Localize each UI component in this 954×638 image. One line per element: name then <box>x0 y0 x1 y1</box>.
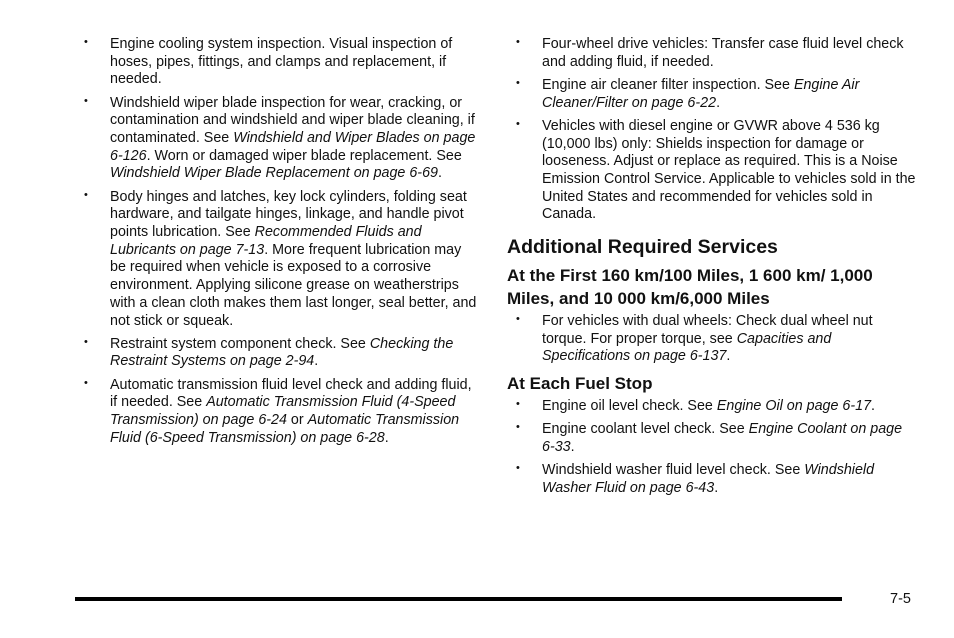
list-item <box>516 313 917 366</box>
list-item-text: Engine oil level check. See <box>542 398 717 415</box>
list-item-text: . <box>384 429 389 446</box>
list-item-text: . <box>716 94 721 111</box>
section-heading: Additional Required Services <box>507 236 778 259</box>
list-item <box>516 421 917 456</box>
list-item <box>84 377 480 448</box>
list-item-text: Windshield wiper blade inspection for wear, cracking, or contamination and windshield and wiper blade cleaning, if contaminated. See <box>110 94 475 147</box>
list-item-text: . More frequent lubrication may be required when vehicle is exposed to a corrosive environment. Applying silicone grease on weatherstrips with a clean cloth makes them last longer, seal better, and not stick or squeak. <box>110 241 477 329</box>
bullet-icon: • <box>84 376 88 389</box>
list-item <box>516 77 917 112</box>
list-item-text: Engine coolant level check. See <box>542 421 749 438</box>
cross-reference-text: Windshield Wiper Blade Replacement on page 6-69 <box>110 165 438 182</box>
list-item-text: . <box>314 353 319 370</box>
list-item-text: For vehicles with dual wheels: Check dual wheel nut torque. For proper torque, see <box>542 313 873 347</box>
cross-reference-text: Capacities and Specifications on page 6-137 <box>542 330 832 365</box>
fuel-stop-bullet-list <box>507 398 917 498</box>
bullet-icon: • <box>84 94 88 107</box>
first-service-bullet-list <box>507 313 917 366</box>
bullet-icon: • <box>84 188 88 201</box>
bullet-icon: • <box>516 313 520 326</box>
right-column <box>507 36 917 503</box>
list-item-text: Windshield washer fluid level check. See <box>542 462 805 479</box>
bullet-icon: • <box>516 76 520 89</box>
bullet-icon: • <box>84 36 88 48</box>
cross-reference-text: Windshield Washer Fluid on page 6-43 <box>542 462 875 496</box>
list-item-text: Engine air cleaner filter inspection. See <box>542 76 794 93</box>
bullet-icon: • <box>516 117 520 130</box>
bullet-icon: • <box>516 36 520 48</box>
cross-reference-text: Windshield and Wiper Blades on page 6-126 <box>110 130 476 164</box>
list-item-text: Restraint system component check. See <box>110 335 370 352</box>
cross-reference-text: Engine Oil on page 6-17 <box>716 398 872 415</box>
list-item-text: Automatic transmission fluid level check and adding fluid, if needed. See <box>110 376 472 411</box>
list-item-text: . Worn or damaged wiper blade replacement. See <box>146 147 462 164</box>
list-item <box>516 118 917 224</box>
right-top-bullet-list <box>507 36 917 224</box>
list-item <box>84 189 480 331</box>
page-number: 7-5 <box>890 591 911 607</box>
cross-reference-text: Engine Coolant on page 6-33 <box>542 421 903 456</box>
list-item-text: . <box>437 165 442 182</box>
bullet-icon: • <box>84 335 88 348</box>
subheading-fuel-stop: At Each Fuel Stop <box>507 374 653 394</box>
list-item-text: Body hinges and latches, key lock cylinders, folding seat hardware, and tailgate hinges, linkage, and handle pivot points lubrication. See <box>110 188 467 241</box>
list-item-text: . <box>714 479 719 496</box>
cross-reference-text: Automatic Transmission Fluid (6-Speed Transmission) on page 6-28 <box>110 412 460 446</box>
cross-reference-text: Recommended Fluids and Lubricants on page 7-13 <box>110 224 422 258</box>
cross-reference-text: Checking the Restraint Systems on page 2-94 <box>110 335 454 370</box>
list-item-text: . <box>726 348 731 365</box>
list-item <box>84 36 480 89</box>
cross-reference-text: Automatic Transmission Fluid (4-Speed Transmission) on page 6-24 <box>110 394 456 429</box>
list-item-text: . <box>570 439 575 456</box>
list-item <box>516 36 917 71</box>
list-item <box>516 462 917 497</box>
list-item-text: or <box>286 412 308 429</box>
footer-rule <box>75 597 842 601</box>
list-item-text: Engine cooling system inspection. Visual inspection of hoses, pipes, fittings, and clamps and replacement, if needed. <box>110 36 453 88</box>
left-column <box>84 36 480 453</box>
list-item-text: Vehicles with diesel engine or GVWR above 4 536 kg (10,000 lbs) only: Shields inspection for damage or looseness. Adjust or replace as required. This is a Noise Emission Control Service. Applicable to vehicles sold in the United States and recommended for vehicles sold in Canada. <box>542 117 916 223</box>
list-item <box>84 95 480 184</box>
bullet-icon: • <box>516 398 520 411</box>
cross-reference-text: Engine Air Cleaner/Filter on page 6-22 <box>542 76 860 111</box>
subheading-first-service: At the First 160 km/100 Miles, 1 600 km/ 1,000 Miles, and 10 000 km/6,000 Miles <box>507 266 873 309</box>
list-item <box>84 336 480 371</box>
bullet-icon: • <box>516 421 520 434</box>
list-item-text: Four-wheel drive vehicles: Transfer case fluid level check and adding fluid, if needed. <box>542 36 904 70</box>
list-item <box>516 398 917 416</box>
bullet-icon: • <box>516 462 520 475</box>
left-bullet-list <box>84 36 480 447</box>
list-item-text: . <box>871 398 876 415</box>
